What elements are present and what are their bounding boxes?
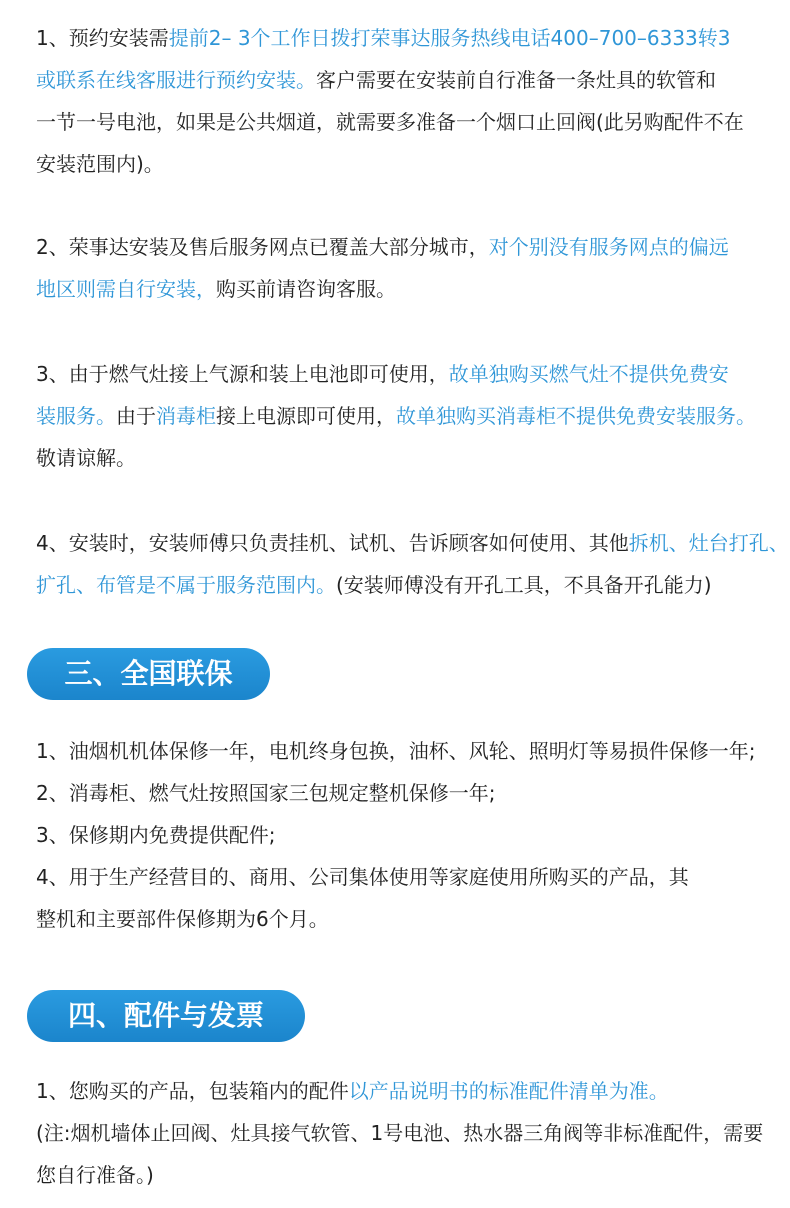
list-item: 2、消毒柜、燃气灶按照国家三包规定整机保修一年; — [36, 781, 496, 805]
highlight-text: 装服务。 — [36, 404, 116, 428]
text: 1、您购买的产品，包装箱内的配件 — [36, 1079, 349, 1103]
install-note-2 — [36, 226, 766, 310]
text: 4、安装时，安装师傅只负责挂机、试机、告诉顾客如何使用、其他 — [36, 531, 629, 555]
install-note-4 — [36, 522, 789, 606]
text-line — [36, 268, 766, 310]
text-line — [36, 226, 766, 268]
highlight-text: 以产品说明书的标准配件清单为准。 — [348, 1079, 669, 1103]
text: 接上电源即可使用， — [216, 404, 396, 428]
text-line — [36, 564, 766, 606]
list-item: 1、油烟机机体保修一年，电机终身包换，油杯、风轮、照明灯等易损件保修一年; — [36, 739, 756, 763]
warranty-list — [36, 730, 766, 940]
install-note-1 — [36, 17, 766, 185]
text-line — [36, 353, 766, 395]
text-line: 安装范围内)。 — [36, 152, 164, 176]
list-item: 3、保修期内免费提供配件; — [36, 823, 276, 847]
list-item: 4、用于生产经营目的、商用、公司集体使用等家庭使用所购买的产品，其 — [36, 865, 689, 889]
text: 客户需要在安装前自行准备一条灶具的软管和 — [316, 68, 716, 92]
text: 3、由于燃气灶接上气源和装上电池即可使用， — [36, 362, 449, 386]
list-item: 整机和主要部件保修期为6个月。 — [36, 907, 329, 931]
text: (安装师傅没有开孔工具，不具备开孔能力) — [336, 573, 712, 597]
text: 由于 — [116, 404, 156, 428]
highlight-text: 地区则需自行安装， — [36, 277, 216, 301]
highlight-text: 或联系在线客服进行预约安装。 — [36, 68, 316, 92]
text-line: 敬请谅解。 — [36, 446, 136, 470]
text-line — [36, 395, 766, 437]
text: 购买前请咨询客服。 — [216, 277, 396, 301]
accessories-note — [36, 1070, 766, 1196]
highlight-text: 提前2– 3个工作日拨打荣事达服务热线电话400–700–6333转3 — [168, 26, 731, 50]
text-line — [36, 17, 766, 59]
highlight-text: 故单独购买消毒柜不提供免费安装服务。 — [396, 404, 756, 428]
text-line: 一节一号电池，如果是公共烟道，就需要多准备一个烟口止回阀(此另购配件不在 — [36, 110, 744, 134]
install-note-3 — [36, 353, 766, 479]
text-line — [36, 1070, 766, 1112]
highlight-text: 消毒柜 — [156, 404, 216, 428]
section-heading-accessories: 四、配件与发票 — [27, 990, 305, 1042]
text-line: 您自行准备。) — [36, 1163, 154, 1187]
text: 2、荣事达安装及售后服务网点已覆盖大部分城市， — [36, 235, 489, 259]
section-heading-warranty: 三、全国联保 — [27, 648, 270, 700]
text: 1、预约安装需 — [36, 26, 169, 50]
text-line: (注:烟机墙体止回阀、灶具接气软管、1号电池、热水器三角阀等非标准配件，需要 — [36, 1121, 764, 1145]
text-line — [36, 522, 789, 564]
highlight-text: 扩孔、布管是不属于服务范围内。 — [36, 573, 336, 597]
text-line — [36, 59, 766, 101]
highlight-text: 拆机、灶台打孔、 — [628, 531, 789, 555]
highlight-text: 故单独购买燃气灶不提供免费安 — [448, 362, 729, 386]
highlight-text: 对个别没有服务网点的偏远 — [488, 235, 729, 259]
